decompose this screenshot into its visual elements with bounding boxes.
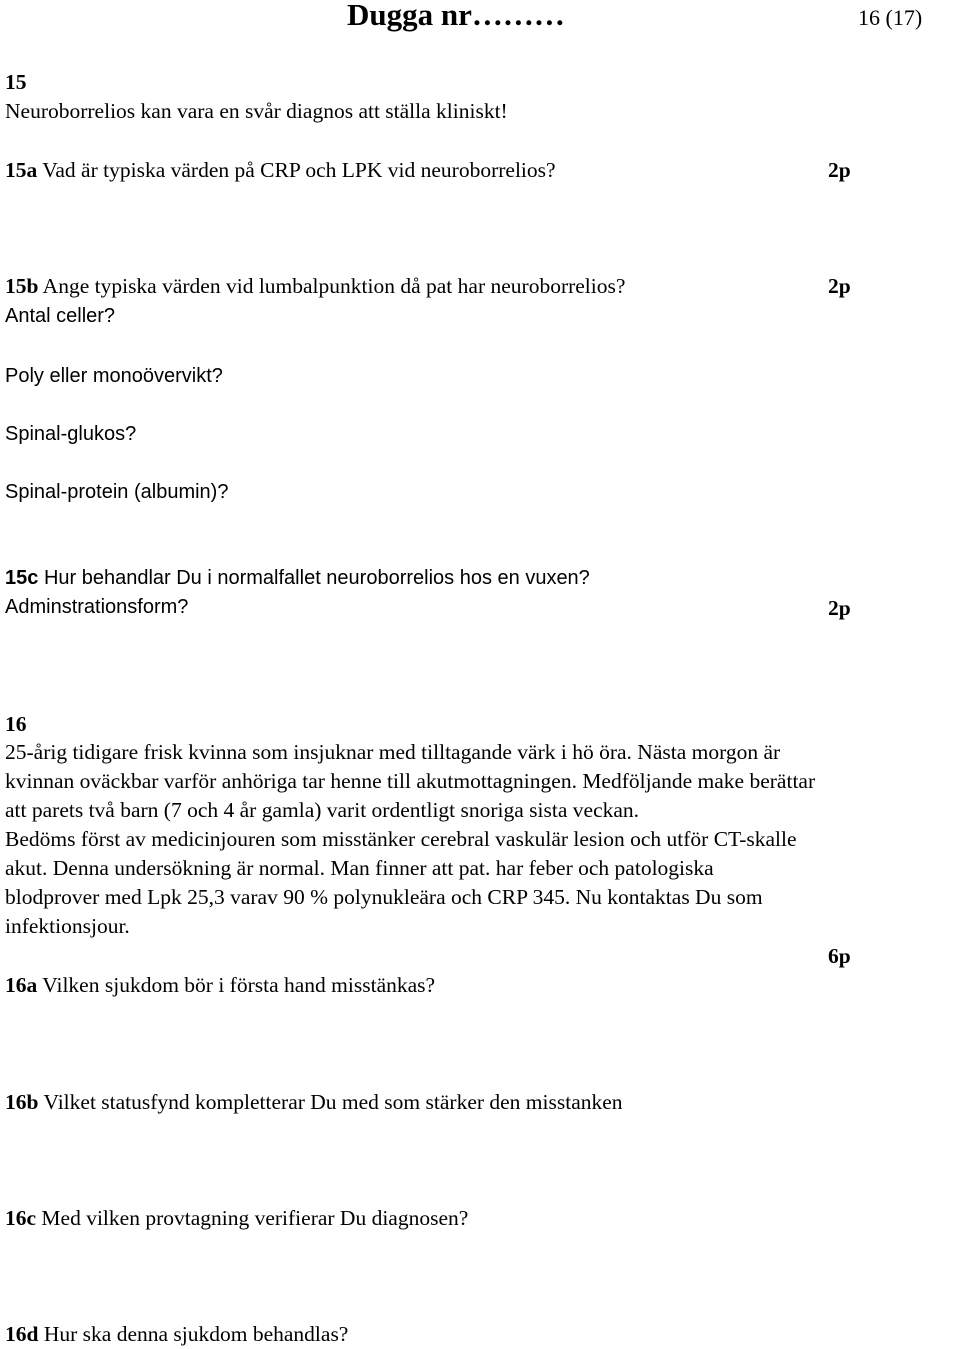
question-16b-text: Vilket statusfynd kompletterar Du med som stärker den misstanken bbox=[43, 1090, 623, 1114]
question-15a-points: 2p bbox=[828, 158, 851, 182]
question-15b-sub-cells: Antal celler? bbox=[5, 305, 116, 327]
question-15-number: 15 bbox=[5, 70, 27, 94]
case-line: att parets två barn (7 och 4 år gamla) varit ordentligt snoriga sista veckan. bbox=[5, 798, 640, 822]
question-16d-text: Hur ska denna sjukdom behandlas? bbox=[43, 1322, 349, 1346]
question-16d bbox=[5, 1324, 348, 1346]
question-16c-label: 16c bbox=[5, 1206, 37, 1230]
question-16-case bbox=[5, 738, 955, 941]
page-title: Dugga nr……… bbox=[347, 0, 565, 32]
question-15b-text: Ange typiska värden vid lumbalpunktion då pat har neuroborrelios? bbox=[42, 274, 626, 298]
question-16b bbox=[5, 1092, 623, 1114]
case-line: akut. Denna undersökning är normal. Man finner att pat. har feber och patologiska bbox=[5, 856, 714, 880]
question-16c bbox=[5, 1208, 468, 1230]
question-15a bbox=[5, 160, 556, 182]
question-16a-text: Vilken sjukdom bör i första hand misstänkas? bbox=[42, 973, 436, 997]
question-16c-text: Med vilken provtagning verifierar Du diagnosen? bbox=[41, 1206, 469, 1230]
question-15b-sub-glucose: Spinal-glukos? bbox=[5, 423, 137, 445]
question-15b bbox=[5, 276, 625, 298]
case-line: kvinnan oväckbar varför anhöriga tar henne till akutmottagningen. Medföljande make berättar bbox=[5, 769, 816, 793]
question-15c-points: 2p bbox=[828, 596, 851, 620]
question-16b-label: 16b bbox=[5, 1090, 39, 1114]
page-number: 16 (17) bbox=[858, 5, 923, 30]
question-15b-sub-protein: Spinal-protein (albumin)? bbox=[5, 481, 229, 503]
question-15c-sub: Adminstrationsform? bbox=[5, 596, 189, 618]
question-16a-label: 16a bbox=[5, 973, 38, 997]
question-15c-label: 15c bbox=[5, 567, 39, 589]
case-line: infektionsjour. bbox=[5, 914, 130, 938]
question-15b-sub-poly-mono: Poly eller monoövervikt? bbox=[5, 365, 223, 387]
question-15-intro: Neuroborrelios kan vara en svår diagnos att ställa kliniskt! bbox=[5, 99, 508, 123]
question-15a-label: 15a bbox=[5, 158, 38, 182]
case-line: blodprover med Lpk 25,3 varav 90 % polynukleära och CRP 345. Nu kontaktas Du som bbox=[5, 885, 763, 909]
question-15c bbox=[5, 568, 590, 588]
question-16a bbox=[5, 975, 435, 997]
case-line: Bedöms först av medicinjouren som misstänker cerebral vaskulär lesion och utför CT-skalle bbox=[5, 827, 797, 851]
case-line: 25-årig tidigare frisk kvinna som insjuknar med tilltagande värk i hö öra. Nästa morgon är bbox=[5, 740, 781, 764]
question-16-points: 6p bbox=[828, 944, 851, 968]
question-15b-points: 2p bbox=[828, 274, 851, 298]
question-16-number: 16 bbox=[5, 712, 27, 736]
question-15a-text: Vad är typiska värden på CRP och LPK vid neuroborrelios? bbox=[42, 158, 556, 182]
question-15b-label: 15b bbox=[5, 274, 39, 298]
question-15c-text: Hur behandlar Du i normalfallet neuroborrelios hos en vuxen? bbox=[43, 567, 590, 589]
question-16d-label: 16d bbox=[5, 1322, 39, 1346]
